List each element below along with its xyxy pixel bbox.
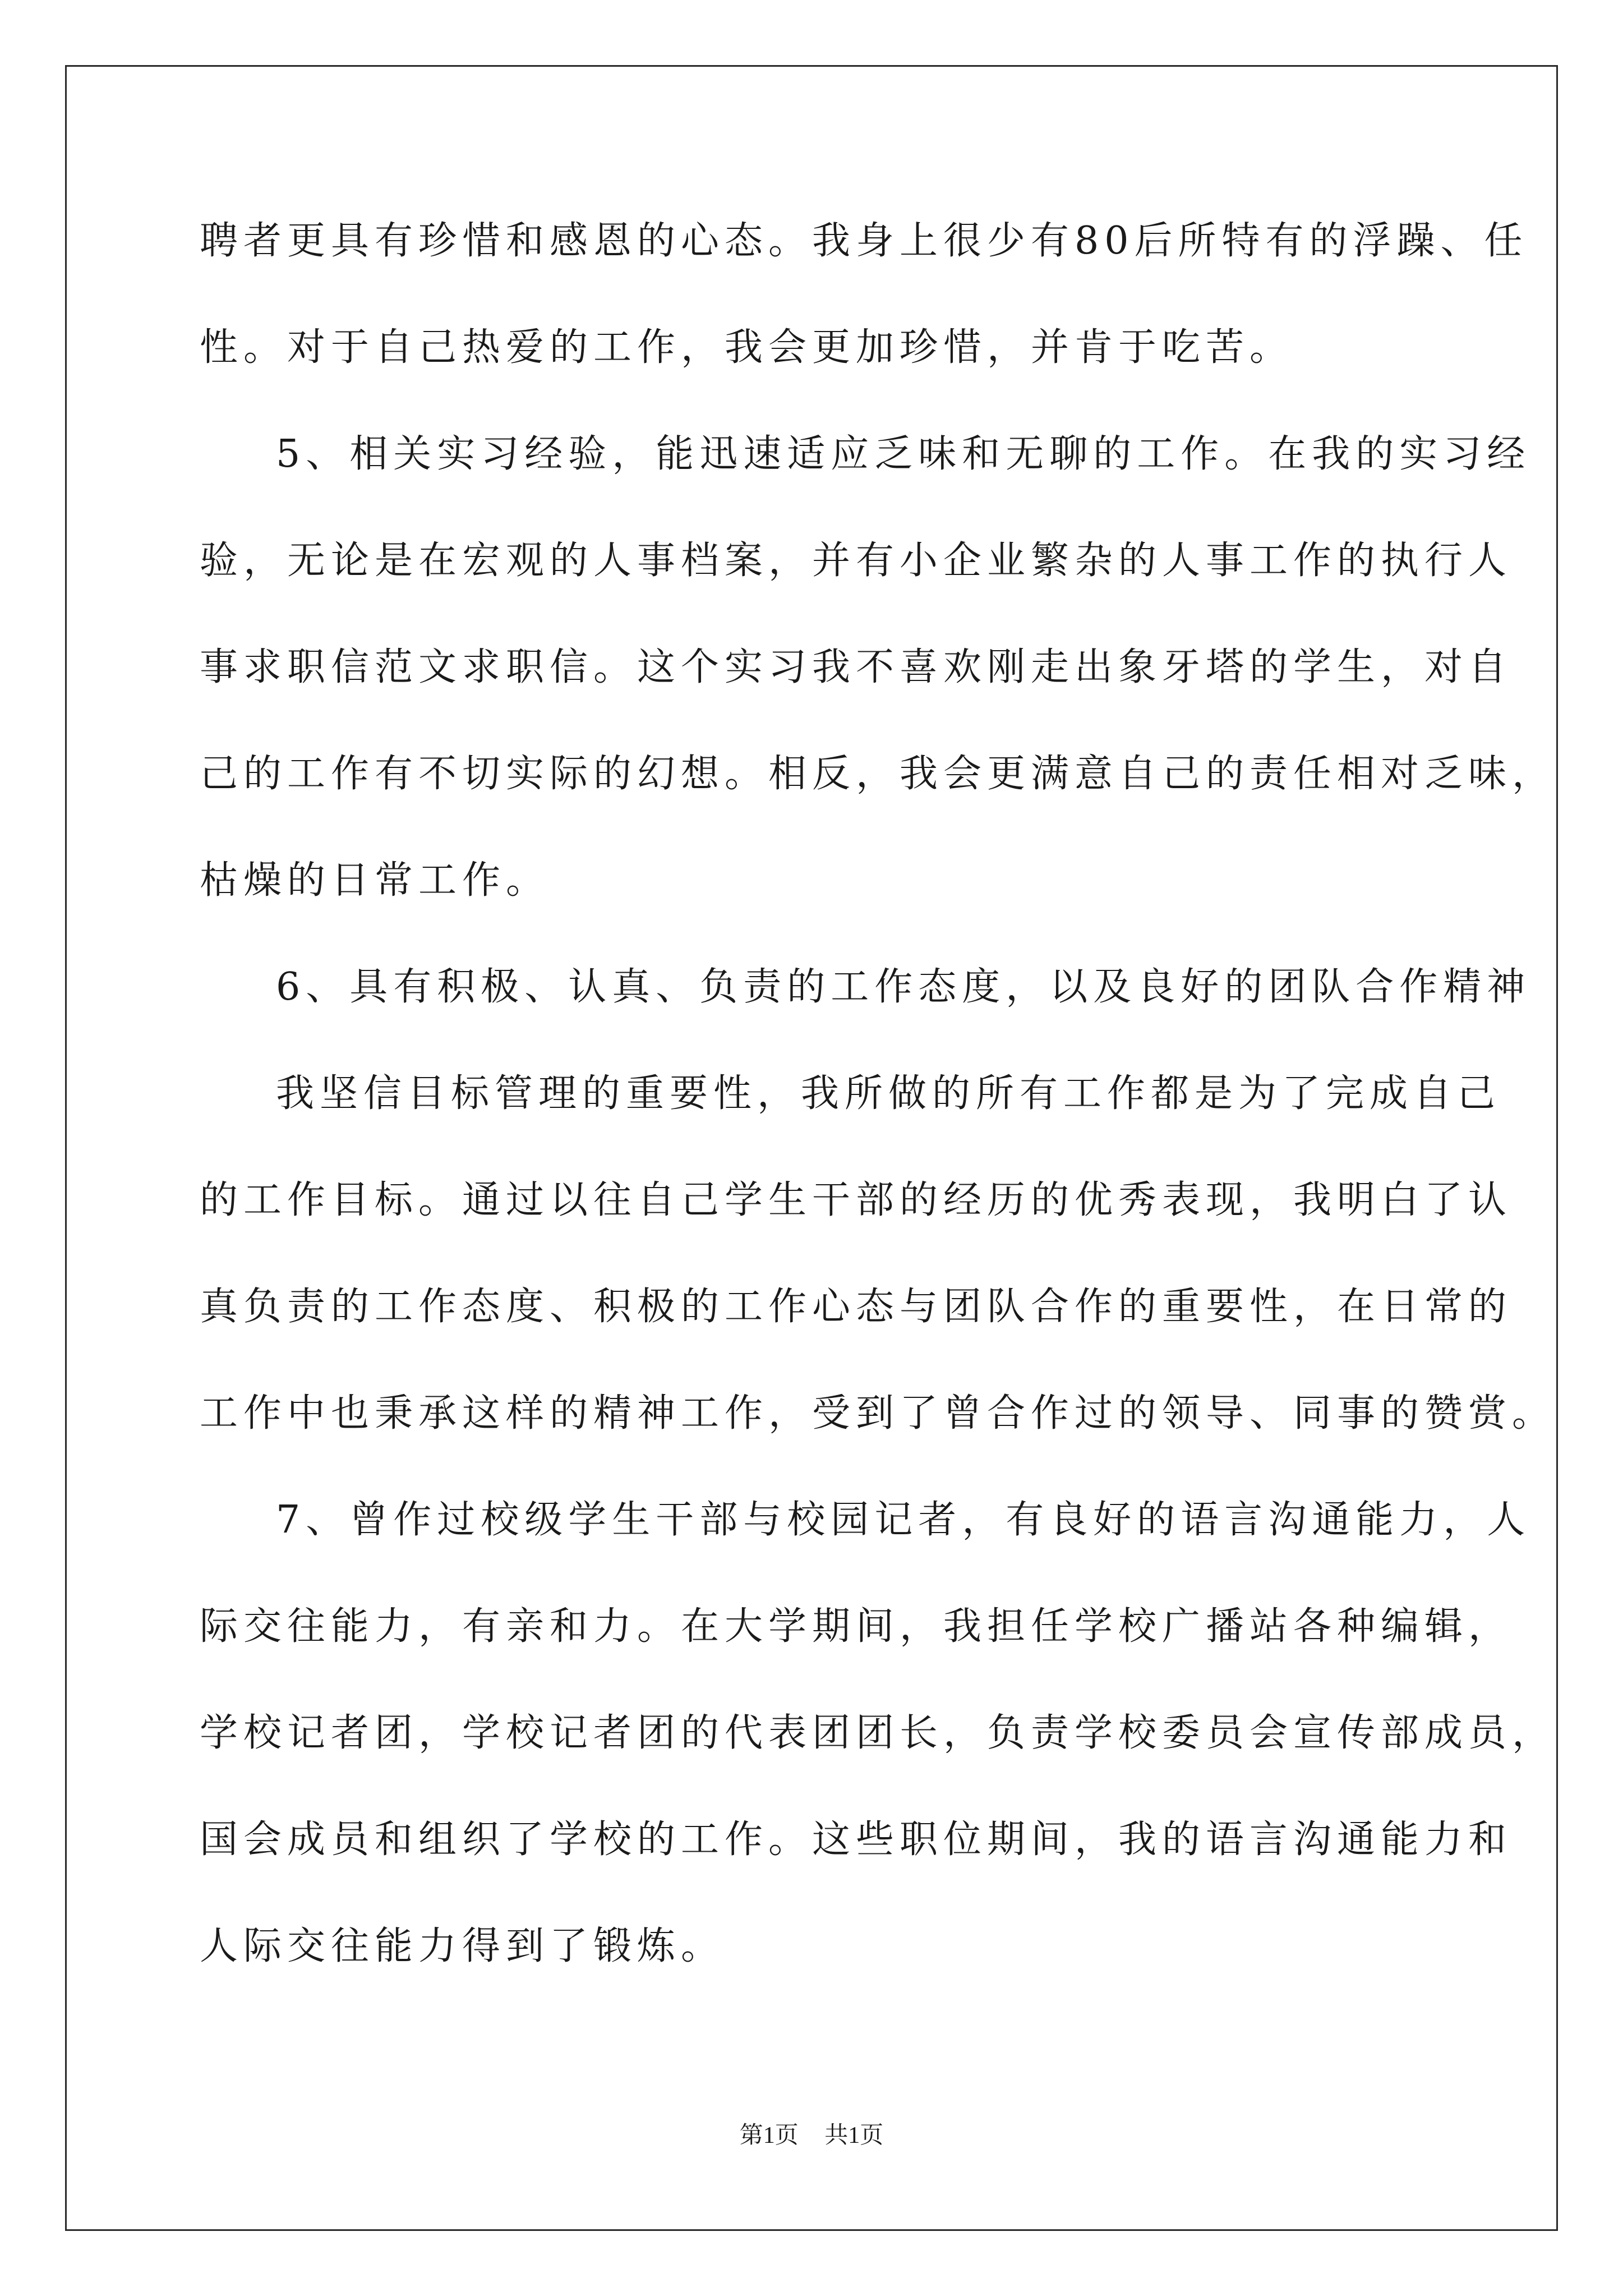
paragraph-start-line: 7、曾作过校级学生干部与校园记者，有良好的语言沟通能力，人 — [276, 1498, 1531, 1542]
text-line: 事求职信范文求职信。这个实习我不喜欢刚走出象牙塔的学生，对自 — [200, 645, 1513, 689]
page-number: 第1页 — [739, 2123, 799, 2148]
paragraph-start-line: 我坚信目标管理的重要性，我所做的所有工作都是为了完成自己 — [276, 1071, 1501, 1116]
text-line: 际交往能力，有亲和力。在大学期间，我担任学校广播站各种编辑， — [200, 1604, 1513, 1649]
text-line: 验，无论是在宏观的人事档案，并有小企业繁杂的人事工作的执行人 — [200, 539, 1513, 583]
text-line: 的工作目标。通过以往自己学生干部的经历的优秀表现，我明白了认 — [200, 1178, 1513, 1222]
total-pages: 共1页 — [824, 2123, 884, 2148]
text-line: 己的工作有不切实际的幻想。相反，我会更满意自己的责任相对乏味， — [200, 752, 1556, 796]
text-line: 真负责的工作态度、积极的工作心态与团队合作的重要性，在日常的 — [200, 1285, 1513, 1329]
paragraph-start-line: 6、具有积极、认真、负责的工作态度，以及良好的团队合作精神 — [276, 965, 1531, 1009]
text-line: 枯燥的日常工作。 — [200, 858, 550, 903]
text-line: 聘者更具有珍惜和感恩的心态。我身上很少有80后所特有的浮躁、任 — [200, 219, 1528, 263]
text-line: 工作中也秉承这样的精神工作，受到了曾合作过的领导、同事的赞赏。 — [200, 1391, 1556, 1435]
paragraph-start-line: 5、相关实习经验，能迅速适应乏味和无聊的工作。在我的实习经 — [276, 432, 1531, 476]
text-line: 人际交往能力得到了锻炼。 — [200, 1924, 725, 1968]
page-footer — [0, 2116, 1623, 2150]
text-line: 国会成员和组织了学校的工作。这些职位期间，我的语言沟通能力和 — [200, 1818, 1513, 1862]
text-line: 性。对于自己热爱的工作，我会更加珍惜，并肯于吃苦。 — [200, 325, 1294, 370]
document-body — [200, 210, 1556, 2022]
text-line: 学校记者团，学校记者团的代表团团长，负责学校委员会宣传部成员， — [200, 1711, 1556, 1755]
